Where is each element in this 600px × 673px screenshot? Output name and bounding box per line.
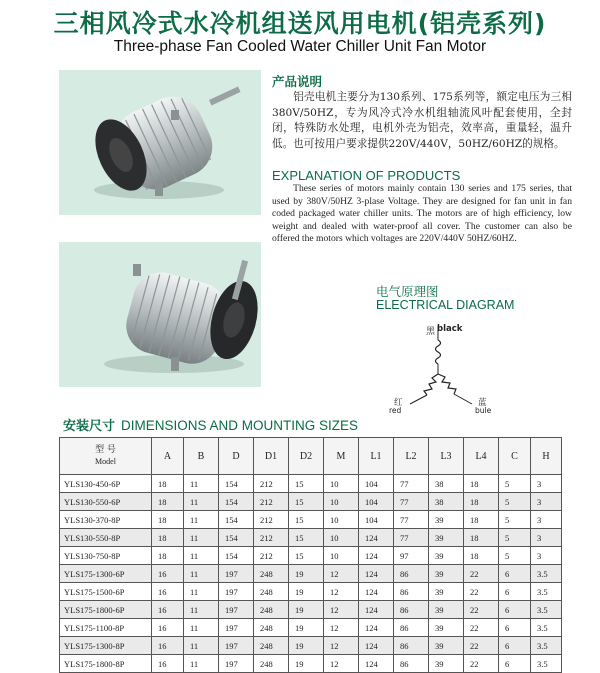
value-cell: 22 xyxy=(464,655,499,673)
value-cell: 19 xyxy=(289,601,324,619)
table-row xyxy=(60,655,562,673)
value-cell: 39 xyxy=(429,619,464,637)
value-cell: 15 xyxy=(289,547,324,565)
value-cell: 19 xyxy=(289,565,324,583)
value-cell: 86 xyxy=(394,637,429,655)
value-cell: 19 xyxy=(289,619,324,637)
value-cell: 22 xyxy=(464,583,499,601)
value-cell: 6 xyxy=(499,583,531,601)
value-cell: 124 xyxy=(359,547,394,565)
value-cell: 5 xyxy=(499,547,531,565)
value-cell: 11 xyxy=(184,637,219,655)
value-cell: 10 xyxy=(324,529,359,547)
dimensions-heading-en: DIMENSIONS AND MOUNTING SIZES xyxy=(121,418,359,433)
value-cell: 22 xyxy=(464,637,499,655)
value-cell: 39 xyxy=(429,601,464,619)
value-cell: 11 xyxy=(184,601,219,619)
value-cell: 3 xyxy=(531,493,562,511)
value-cell: 212 xyxy=(254,493,289,511)
value-cell: 39 xyxy=(429,637,464,655)
value-cell: 248 xyxy=(254,565,289,583)
table-row xyxy=(60,565,562,583)
value-cell: 3.5 xyxy=(531,601,562,619)
value-cell: 124 xyxy=(359,565,394,583)
header-col: M xyxy=(324,438,359,475)
value-cell: 11 xyxy=(184,583,219,601)
table-row xyxy=(60,619,562,637)
value-cell: 15 xyxy=(289,493,324,511)
value-cell: 197 xyxy=(219,583,254,601)
table-row xyxy=(60,637,562,655)
value-cell: 15 xyxy=(289,511,324,529)
value-cell: 11 xyxy=(184,619,219,637)
header-col: A xyxy=(152,438,184,475)
table-row xyxy=(60,493,562,511)
value-cell: 86 xyxy=(394,583,429,601)
header-col: L4 xyxy=(464,438,499,475)
table-row xyxy=(60,583,562,601)
value-cell: 11 xyxy=(184,529,219,547)
header-col: B xyxy=(184,438,219,475)
value-cell: 97 xyxy=(394,547,429,565)
value-cell: 124 xyxy=(359,655,394,673)
page-title: 三相风冷式水冷机组送风用电机(铝壳系列) xyxy=(53,9,547,38)
value-cell: 77 xyxy=(394,493,429,511)
value-cell: 38 xyxy=(429,493,464,511)
value-cell: 6 xyxy=(499,637,531,655)
blue-label-en: bule xyxy=(475,406,492,415)
value-cell: 39 xyxy=(429,583,464,601)
value-cell: 19 xyxy=(289,637,324,655)
value-cell: 12 xyxy=(324,619,359,637)
value-cell: 39 xyxy=(429,529,464,547)
red-label-en: red xyxy=(389,406,402,415)
table-row xyxy=(60,529,562,547)
product-desc-heading: 产品说明 xyxy=(272,74,323,89)
motor-photo-top xyxy=(59,70,261,215)
dimensions-table xyxy=(59,437,562,673)
value-cell: 19 xyxy=(289,583,324,601)
value-cell: 18 xyxy=(152,529,184,547)
product-desc-text: 铝壳电机主要分为130系列、175系列等，额定电压为三相380V/50HZ，专为风冷式冷水机组轴流风叶配套使用，全封闭，特殊防水处理，电机外壳为铝壳，效率高，重量轻，温升低。也可按用户要求提供220V/440V，50HZ/60HZ的规格。 xyxy=(272,91,572,150)
value-cell: 10 xyxy=(324,547,359,565)
value-cell: 86 xyxy=(394,619,429,637)
dimensions-heading-cn: 安装尺寸 xyxy=(63,419,116,434)
value-cell: 3.5 xyxy=(531,619,562,637)
value-cell: 248 xyxy=(254,655,289,673)
value-cell: 12 xyxy=(324,601,359,619)
value-cell: 18 xyxy=(464,493,499,511)
value-cell: 124 xyxy=(359,601,394,619)
value-cell: 18 xyxy=(464,529,499,547)
model-cell: YLS175-1100-8P xyxy=(60,619,152,637)
header-col: D2 xyxy=(289,438,324,475)
value-cell: 5 xyxy=(499,493,531,511)
table-row xyxy=(60,511,562,529)
page-subtitle: Three-phase Fan Cooled Water Chiller Unit Fan Motor xyxy=(113,38,487,55)
model-cell: YLS175-1500-6P xyxy=(60,583,152,601)
model-cell: YLS175-1300-8P xyxy=(60,637,152,655)
value-cell: 15 xyxy=(289,475,324,493)
value-cell: 6 xyxy=(499,655,531,673)
model-cell: YLS130-370-8P xyxy=(60,511,152,529)
value-cell: 3 xyxy=(531,475,562,493)
value-cell: 77 xyxy=(394,475,429,493)
header-model: 型 号 Model xyxy=(60,438,152,475)
value-cell: 77 xyxy=(394,529,429,547)
dimensions-heading xyxy=(63,415,358,435)
value-cell: 11 xyxy=(184,475,219,493)
value-cell: 10 xyxy=(324,511,359,529)
value-cell: 212 xyxy=(254,475,289,493)
value-cell: 197 xyxy=(219,601,254,619)
header-col: L1 xyxy=(359,438,394,475)
value-cell: 12 xyxy=(324,583,359,601)
value-cell: 3.5 xyxy=(531,583,562,601)
value-cell: 154 xyxy=(219,529,254,547)
table-row xyxy=(60,475,562,493)
value-cell: 154 xyxy=(219,475,254,493)
blue-label-cn: 蓝 xyxy=(478,398,487,408)
model-cell: YLS130-750-8P xyxy=(60,547,152,565)
value-cell: 11 xyxy=(184,511,219,529)
value-cell: 248 xyxy=(254,637,289,655)
value-cell: 154 xyxy=(219,511,254,529)
value-cell: 16 xyxy=(152,601,184,619)
value-cell: 12 xyxy=(324,655,359,673)
motor-photo-bottom xyxy=(59,242,261,387)
value-cell: 212 xyxy=(254,547,289,565)
value-cell: 22 xyxy=(464,619,499,637)
value-cell: 10 xyxy=(324,475,359,493)
value-cell: 6 xyxy=(499,601,531,619)
value-cell: 15 xyxy=(289,529,324,547)
table-body xyxy=(60,475,562,673)
model-cell: YLS130-550-6P xyxy=(60,493,152,511)
value-cell: 11 xyxy=(184,547,219,565)
value-cell: 197 xyxy=(219,655,254,673)
model-cell: YLS175-1300-6P xyxy=(60,565,152,583)
header-col: L2 xyxy=(394,438,429,475)
electrical-heading-en: ELECTRICAL DIAGRAM xyxy=(376,298,515,312)
value-cell: 104 xyxy=(359,511,394,529)
value-cell: 6 xyxy=(499,565,531,583)
value-cell: 5 xyxy=(499,511,531,529)
explanation-text: These series of motors mainly contain 130 series and 175 series, that used by 380V/50HZ 3-plase Voltage. They are designed for fan unit in fan coded packaged water chiller units. The motors are of high efficiency, low weight and dealed with water-proof all cover. The customer can also be offered the motors which voltages are 220V/440V 50HZ/60HZ. xyxy=(272,183,572,245)
value-cell: 3 xyxy=(531,529,562,547)
header-col: D xyxy=(219,438,254,475)
black-label-en: black xyxy=(437,324,463,334)
value-cell: 86 xyxy=(394,655,429,673)
table-header-row xyxy=(60,438,562,475)
model-cell: YLS130-550-8P xyxy=(60,529,152,547)
header-col: L3 xyxy=(429,438,464,475)
header-col: H xyxy=(531,438,562,475)
electrical-heading-cn: 电气原理图 xyxy=(376,284,439,299)
red-label-cn: 红 xyxy=(394,398,403,408)
value-cell: 39 xyxy=(429,655,464,673)
value-cell: 77 xyxy=(394,511,429,529)
explanation-heading: EXPLANATION OF PRODUCTS xyxy=(272,168,461,183)
value-cell: 124 xyxy=(359,529,394,547)
value-cell: 16 xyxy=(152,565,184,583)
value-cell: 18 xyxy=(152,493,184,511)
value-cell: 197 xyxy=(219,637,254,655)
value-cell: 197 xyxy=(219,565,254,583)
value-cell: 248 xyxy=(254,619,289,637)
electrical-diagram xyxy=(380,322,530,417)
value-cell: 18 xyxy=(152,547,184,565)
value-cell: 197 xyxy=(219,619,254,637)
value-cell: 248 xyxy=(254,601,289,619)
value-cell: 18 xyxy=(464,511,499,529)
value-cell: 18 xyxy=(152,511,184,529)
value-cell: 22 xyxy=(464,601,499,619)
value-cell: 16 xyxy=(152,655,184,673)
value-cell: 11 xyxy=(184,565,219,583)
value-cell: 124 xyxy=(359,619,394,637)
model-cell: YLS130-450-6P xyxy=(60,475,152,493)
value-cell: 154 xyxy=(219,493,254,511)
value-cell: 38 xyxy=(429,475,464,493)
value-cell: 16 xyxy=(152,583,184,601)
value-cell: 19 xyxy=(289,655,324,673)
value-cell: 212 xyxy=(254,511,289,529)
value-cell: 124 xyxy=(359,637,394,655)
value-cell: 18 xyxy=(464,475,499,493)
header-col: D1 xyxy=(254,438,289,475)
value-cell: 5 xyxy=(499,529,531,547)
value-cell: 3 xyxy=(531,511,562,529)
value-cell: 3 xyxy=(531,547,562,565)
value-cell: 18 xyxy=(464,547,499,565)
value-cell: 22 xyxy=(464,565,499,583)
value-cell: 16 xyxy=(152,637,184,655)
model-cell: YLS175-1800-8P xyxy=(60,655,152,673)
table-row xyxy=(60,601,562,619)
value-cell: 12 xyxy=(324,565,359,583)
table-row xyxy=(60,547,562,565)
value-cell: 248 xyxy=(254,583,289,601)
value-cell: 3.5 xyxy=(531,655,562,673)
value-cell: 86 xyxy=(394,601,429,619)
value-cell: 212 xyxy=(254,529,289,547)
value-cell: 3.5 xyxy=(531,637,562,655)
value-cell: 86 xyxy=(394,565,429,583)
value-cell: 104 xyxy=(359,475,394,493)
value-cell: 3.5 xyxy=(531,565,562,583)
value-cell: 5 xyxy=(499,475,531,493)
value-cell: 11 xyxy=(184,493,219,511)
value-cell: 11 xyxy=(184,655,219,673)
value-cell: 39 xyxy=(429,511,464,529)
value-cell: 39 xyxy=(429,565,464,583)
value-cell: 6 xyxy=(499,619,531,637)
header-col: C xyxy=(499,438,531,475)
value-cell: 12 xyxy=(324,637,359,655)
value-cell: 104 xyxy=(359,493,394,511)
value-cell: 10 xyxy=(324,493,359,511)
black-label-cn: 黑 xyxy=(426,327,436,337)
value-cell: 16 xyxy=(152,619,184,637)
value-cell: 154 xyxy=(219,547,254,565)
model-cell: YLS175-1800-6P xyxy=(60,601,152,619)
value-cell: 124 xyxy=(359,583,394,601)
value-cell: 39 xyxy=(429,547,464,565)
value-cell: 18 xyxy=(152,475,184,493)
